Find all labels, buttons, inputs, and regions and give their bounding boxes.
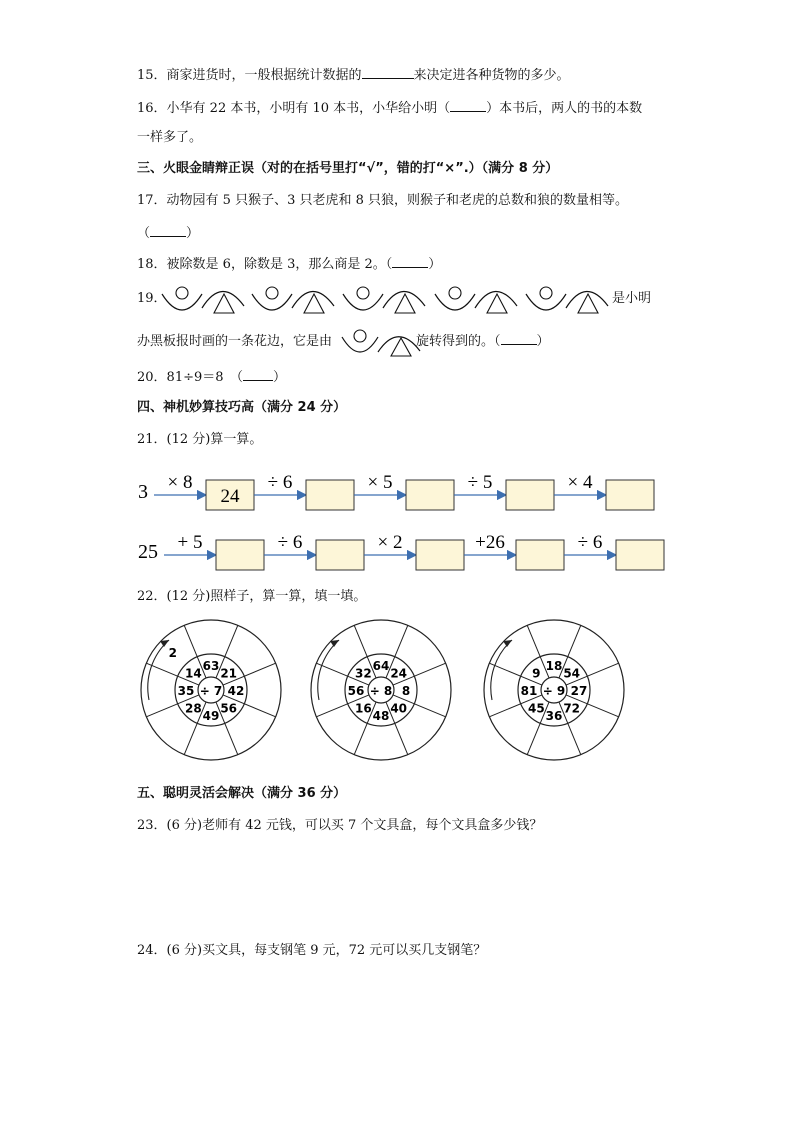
question-24: 24．(6 分)买文具，每支钢笔 9 元，72 元可以买几支钢笔？	[137, 943, 487, 958]
division-wheel	[311, 620, 451, 760]
answer-box[interactable]	[406, 480, 454, 510]
question-16-line2: 一样多了。	[137, 130, 203, 145]
wheel-inner-number: 9	[532, 666, 541, 681]
wheel-inner-number: 42	[227, 684, 245, 698]
q19-answer-blank[interactable]	[501, 332, 537, 345]
chain-2-start: 25	[138, 541, 158, 563]
question-15	[137, 66, 570, 85]
q15-text-before: 15．商家进货时，一般根据统计数据的	[137, 68, 362, 83]
wheel-inner-number: 48	[372, 709, 390, 723]
wheel-inner-number: 35	[177, 684, 195, 698]
arrow-head-icon	[503, 640, 512, 647]
q20-answer-blank[interactable]	[243, 368, 273, 381]
border-pattern	[160, 280, 615, 320]
wheel-inner-number: 81	[520, 684, 538, 698]
q20-text-before: 20．81÷9＝8 （	[137, 370, 244, 385]
wheel-inner-number: 56	[347, 684, 365, 698]
wheel-inner-number: 72	[563, 701, 581, 716]
wheel-center-label: ÷ 8	[369, 684, 393, 698]
answer-box[interactable]	[616, 540, 664, 570]
triangle-icon	[214, 294, 234, 313]
q15-text-after: 来决定进各种货物的多少。	[413, 68, 570, 83]
wheel-inner-number: 49	[202, 709, 220, 723]
wheel-outer-answer[interactable]: 2	[168, 645, 177, 660]
answer-box[interactable]	[606, 480, 654, 510]
question-22-title: 22．(12 分)照样子，算一算，填一填。	[137, 589, 367, 604]
answer-box[interactable]	[306, 480, 354, 510]
answer-box[interactable]	[216, 540, 264, 570]
chain-1-start: 3	[138, 481, 148, 503]
q18-text-before: 18．被除数是 6，除数是 3，那么商是 2。（	[137, 257, 393, 272]
wave-arc-icon	[162, 294, 202, 310]
wheel-inner-number: 8	[401, 684, 411, 698]
division-wheel	[484, 620, 624, 760]
question-19-number: 19．	[137, 291, 167, 306]
wheel-inner-number: 18	[545, 659, 563, 673]
q17-close-paren: ）	[186, 226, 200, 241]
q19-text-after: 旋转得到的。（	[416, 334, 501, 349]
operation-label: +26	[475, 532, 505, 553]
section-3-heading: 三、火眼金睛辩正误（对的在括号里打“√”，错的打“×”.）（满分 8 分）	[137, 161, 559, 176]
wheel-center-label: ÷ 9	[542, 684, 566, 698]
rotation-arrow-icon	[148, 640, 169, 700]
calc-chain-1	[130, 462, 670, 572]
division-wheel	[141, 620, 281, 760]
wheel-inner-number: 64	[372, 659, 390, 673]
q19-close-paren: ）	[536, 334, 550, 349]
question-17-line2	[137, 224, 199, 243]
answer-box[interactable]	[416, 540, 464, 570]
wheel-inner-number: 24	[390, 666, 408, 681]
operation-label: ÷ 6	[267, 472, 293, 493]
question-18	[137, 255, 441, 274]
answer-box-value: 24	[220, 486, 240, 507]
q18-answer-blank[interactable]	[392, 255, 428, 268]
q16-answer-blank[interactable]	[450, 99, 486, 112]
q19-text-before: 办黑板报时画的一条花边，它是由	[137, 334, 333, 349]
operation-label: × 8	[167, 472, 193, 493]
question-17: 17．动物园有 5 只猴子、3 只老虎和 8 只狼，则猴子和老虎的总数和狼的数量相等。	[137, 193, 629, 208]
single-motif	[338, 325, 428, 361]
wheel-inner-number: 27	[570, 684, 588, 698]
wheel-inner-number: 21	[220, 666, 238, 681]
section-4-heading: 四、神机妙算技巧高（满分 24 分）	[137, 400, 347, 415]
wheel-center-label: ÷ 7	[199, 684, 223, 698]
wheel-inner-number: 14	[184, 666, 202, 681]
triangle-icon	[391, 338, 411, 356]
question-21-title: 21．(12 分)算一算。	[137, 432, 263, 447]
operation-label: + 5	[177, 532, 203, 553]
q16-text-before: 16．小华有 22 本书，小明有 10 本书，小华给小明（	[137, 101, 451, 116]
operation-label: ÷ 6	[277, 532, 303, 553]
answer-box[interactable]	[516, 540, 564, 570]
operation-label: × 2	[377, 532, 403, 553]
wheel-inner-number: 16	[354, 701, 372, 716]
q20-text-after: ）	[273, 370, 287, 385]
q15-answer-blank[interactable]	[362, 66, 414, 79]
division-wheels	[128, 618, 648, 768]
wheel-inner-number: 32	[354, 666, 372, 681]
wave-arc-icon	[202, 291, 244, 308]
section-5-heading: 五、聪明灵活会解决（满分 36 分）	[137, 786, 347, 801]
question-16	[137, 99, 642, 118]
q17-answer-blank[interactable]	[150, 224, 186, 237]
q18-text-after: ）	[428, 257, 442, 272]
q16-text-after: ）本书后，两人的书的本数	[486, 101, 643, 116]
wheel-inner-number: 28	[184, 701, 202, 716]
pattern-motif	[162, 287, 244, 313]
answer-box[interactable]	[506, 480, 554, 510]
wheel-inner-number: 45	[527, 701, 545, 716]
circle-icon	[354, 330, 366, 342]
operation-label: ÷ 6	[577, 532, 603, 553]
question-20	[137, 368, 286, 387]
wheel-inner-number: 54	[563, 666, 581, 681]
wheel-inner-number: 36	[545, 709, 563, 723]
wheel-inner-number: 56	[220, 701, 238, 716]
wave-arc-icon	[378, 337, 420, 352]
circle-icon	[176, 287, 188, 299]
wave-arc-icon	[342, 337, 378, 352]
rotation-arrow-icon	[318, 640, 339, 700]
q17-open-paren: （	[137, 226, 151, 241]
wheel-inner-number: 63	[202, 659, 220, 673]
question-23: 23．(6 分)老师有 42 元钱，可以买 7 个文具盒，每个文具盒多少钱？	[137, 818, 543, 833]
wheel-inner-number: 40	[390, 701, 408, 716]
operation-label: × 5	[367, 472, 393, 493]
rotation-arrow-icon	[491, 640, 512, 700]
answer-box[interactable]	[316, 540, 364, 570]
operation-label: × 4	[567, 472, 593, 493]
question-19-after-pattern: 是小明	[612, 291, 652, 306]
operation-label: ÷ 5	[467, 472, 493, 493]
arrow-head-icon	[330, 640, 339, 647]
